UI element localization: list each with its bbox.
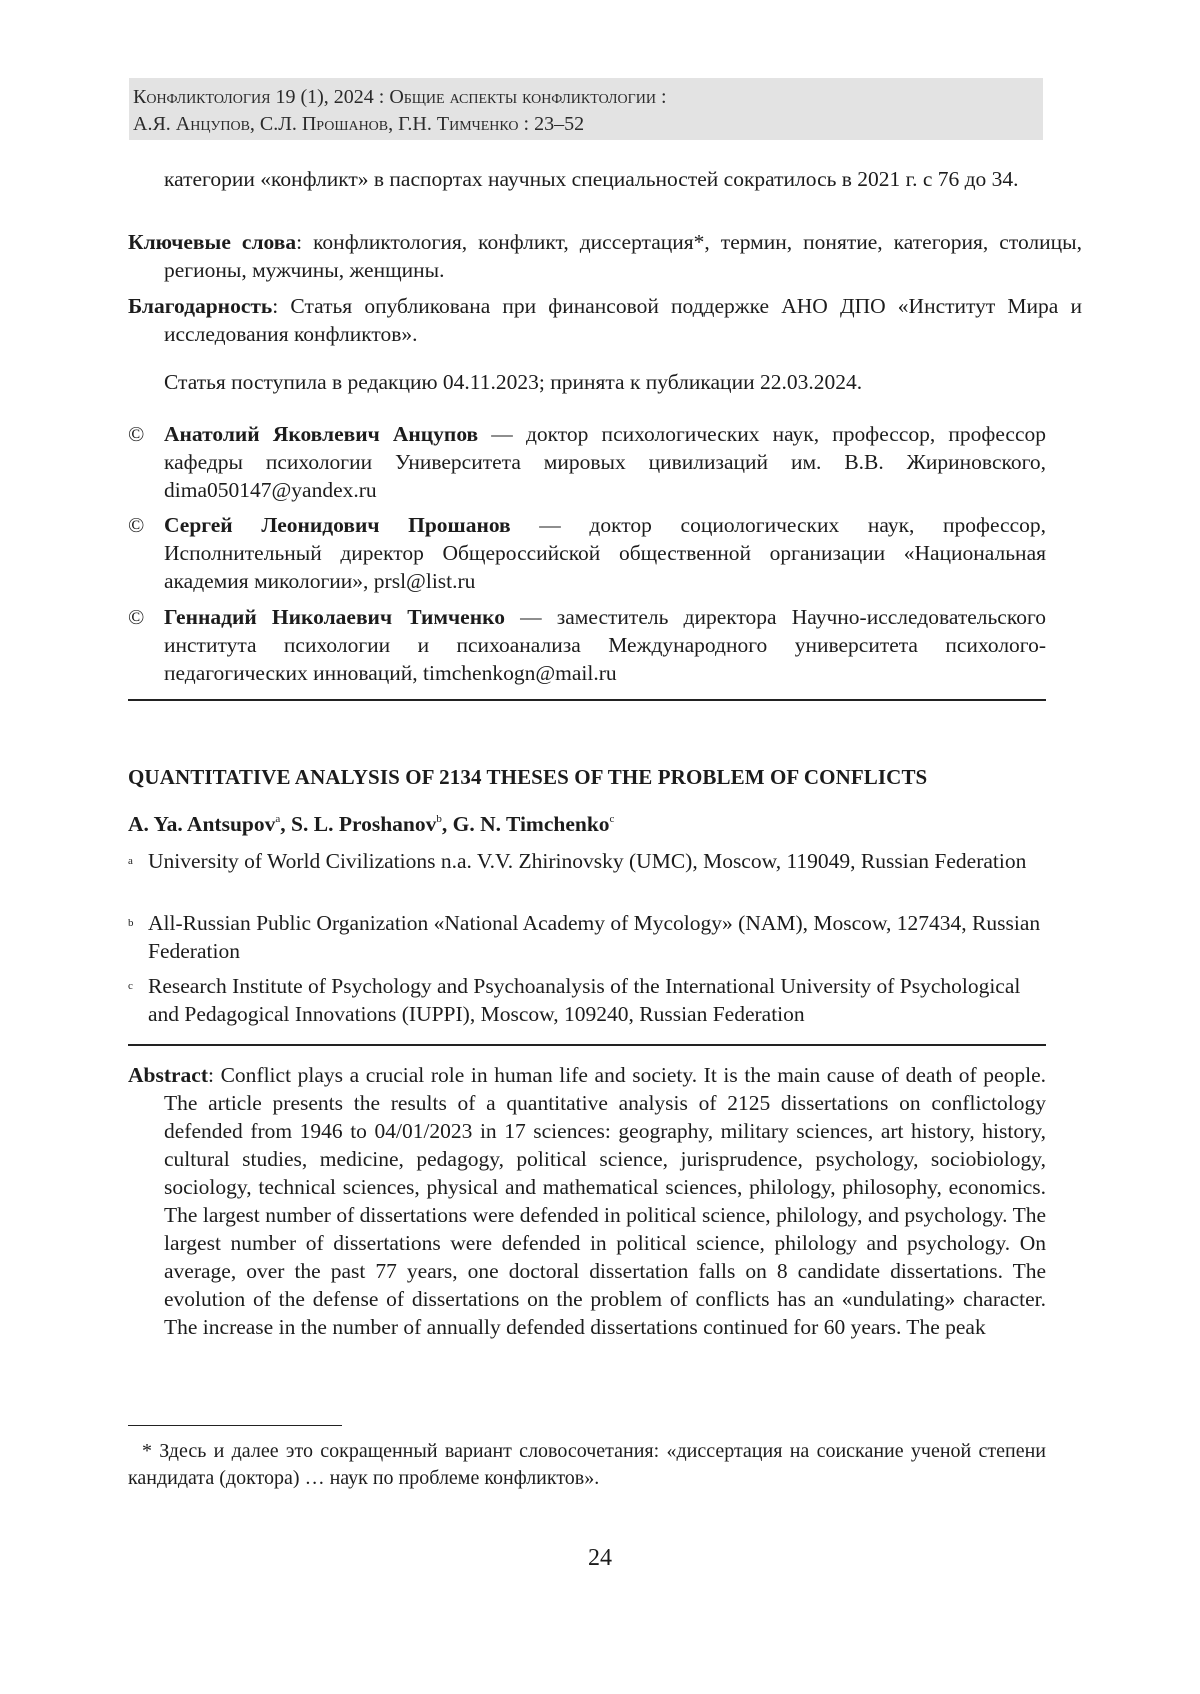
- page-number: 24: [588, 1545, 612, 1571]
- author-name: G. N. Timchenko: [452, 812, 610, 836]
- keywords-text: : конфликтология, конфликт, диссертация*, термин, понятие, категория, столицы, регионы, мужчины, женщины.: [164, 230, 1082, 282]
- keywords-label: Ключевые слова: [128, 230, 297, 254]
- footnote-divider: [128, 1425, 342, 1426]
- affiliation-c: [128, 972, 1046, 1028]
- acknowledgment-label: Благодарность: [128, 294, 273, 318]
- author-details: — доктор социологических наук, профессор, Исполнительный директор Общероссийской общественной организации «Национальная академия микологии», prsl@list.ru: [164, 513, 1046, 593]
- english-abstract: [128, 1061, 1046, 1341]
- english-authors: [128, 812, 614, 837]
- acknowledgment: [128, 292, 1082, 348]
- author-info-2: [128, 511, 1046, 595]
- author-name: S. L. Proshanov: [291, 812, 437, 836]
- author-name: Анатолий Яковлевич Анцупов: [164, 422, 479, 446]
- author-info-3: [128, 603, 1046, 687]
- copyright-sign: ©: [128, 605, 145, 629]
- keywords: [128, 228, 1082, 284]
- section-divider: [128, 1044, 1046, 1046]
- running-head-line2: А.Я. Анцупов, С.Л. Прошанов, Г.Н. Тимченко : 23–52: [133, 113, 585, 135]
- running-head-line1: Конфликтология 19 (1), 2024 : Общие аспекты конфликтологии :: [133, 86, 667, 108]
- acknowledgment-text: : Статья опубликована при финансовой поддержке АНО ДПО «Институт Мира и исследования конфликтов».: [164, 294, 1082, 346]
- author-name: A. Ya. Antsupov: [128, 812, 276, 836]
- english-title: QUANTITATIVE ANALYSIS OF 2134 THESES OF THE PROBLEM OF CONFLICTS: [128, 765, 928, 789]
- affiliation-mark: a: [128, 855, 133, 867]
- affiliation-mark: c: [128, 980, 133, 992]
- received-date: Статья поступила в редакцию 04.11.2023; принята к публикации 22.03.2024.: [164, 370, 863, 394]
- affiliation-mark: c: [609, 813, 615, 825]
- affiliation-b: [128, 909, 1046, 965]
- affiliation-mark: b: [436, 813, 442, 825]
- author-details: — заместитель директора Научно-исследовательского института психологии и психоанализа Международного университета психолого-педагогических инноваций, timchenkogn@mail.ru: [164, 605, 1046, 685]
- author-name: Сергей Леонидович Прошанов: [164, 513, 511, 537]
- author-separator: ,: [441, 812, 453, 836]
- author-details: — доктор психологических наук, профессор, профессор кафедры психологии Университета мировых цивилизаций им. В.В. Жириновского, dima050147@yandex.ru: [164, 422, 1046, 502]
- russian-abstract-tail: категории «конфликт» в паспортах научных специальностей сократилось в 2021 г. с 76 до 34.: [164, 167, 1019, 191]
- abstract-label: Abstract: [128, 1063, 209, 1087]
- affiliation-text: Research Institute of Psychology and Psychoanalysis of the International University of Psychological and Pedagogical Innovations (IUPPI), Moscow, 109240, Russian Federation: [148, 974, 1021, 1026]
- affiliation-a: [128, 847, 1046, 875]
- abstract-text: : Conflict plays a crucial role in human life and society. It is the main cause of death of people. The article presents the results of a quantitative analysis of 2125 dissertations on conflictology defended from 1946 to 04/01/2023 in 17 sciences: geography, military sciences, art history, history, cultural studies, medicine, pedagogy, political science, jurisprudence, psychology, sociobiology, sociology, technical sciences, physical and mathematical sciences, philology, philosophy, economics. The largest number of dissertations were defended in political science, philology, and psychology. The largest number of dissertations were defended in political science, philology and psychology. On average, over the past 77 years, one doctoral dissertation falls on 8 candidate dissertations. The evolution of the defense of dissertations on the problem of conflicts has an «undulating» character. The increase in the number of annually defended dissertations continued for 60 years. The peak: [164, 1063, 1046, 1339]
- running-head: [129, 78, 1043, 140]
- author-name: Геннадий Николаевич Тимченко: [164, 605, 505, 629]
- author-separator: ,: [280, 812, 292, 836]
- affiliation-text: University of World Civilizations n.a. V.V. Zhirinovsky (UMC), Moscow, 119049, Russian Federation: [148, 849, 1027, 873]
- section-divider: [128, 699, 1046, 701]
- affiliation-text: All-Russian Public Organization «National Academy of Mycology» (NAM), Moscow, 127434, Russian Federation: [148, 911, 1041, 963]
- footnote: * Здесь и далее это сокращенный вариант словосочетания: «диссертация на соискание ученой степени кандидата (доктора) … наук по проблеме конфликтов».: [128, 1440, 1046, 1489]
- affiliation-mark: a: [275, 813, 281, 825]
- copyright-sign: ©: [128, 422, 145, 446]
- copyright-sign: ©: [128, 513, 145, 537]
- author-info-1: [128, 420, 1046, 504]
- affiliation-mark: b: [128, 917, 134, 929]
